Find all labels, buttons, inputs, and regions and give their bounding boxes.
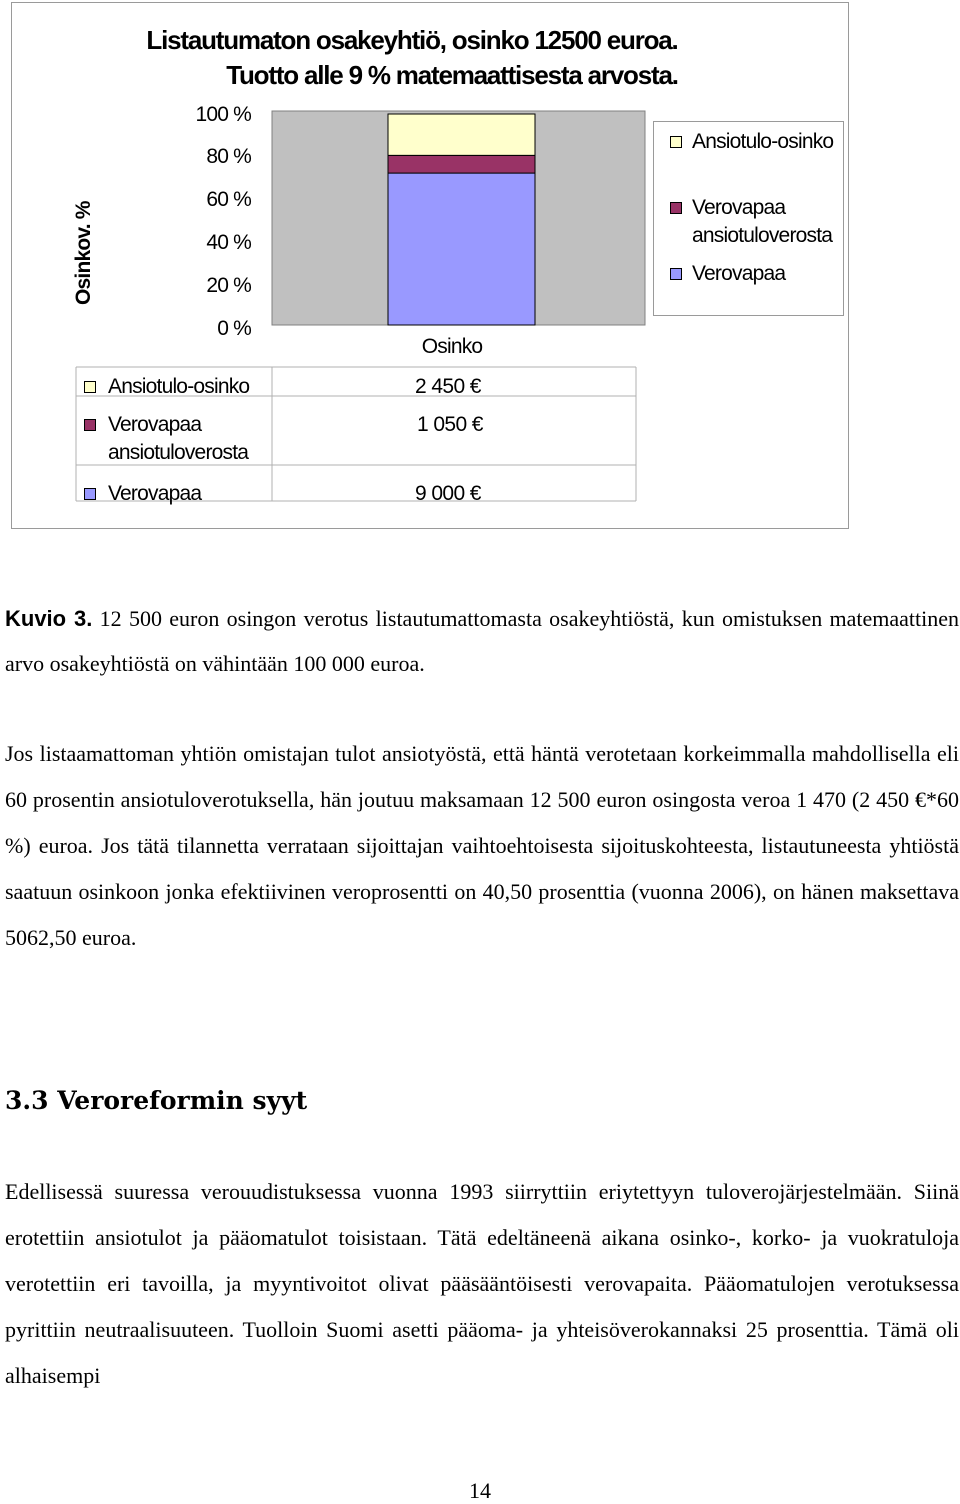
legend-label: Verovapaa [692,262,786,285]
table-value: 2 450 € [415,375,481,398]
legend-swatch [670,136,682,148]
table-label-line1: Verovapaa [108,413,202,436]
bar-segment-verovapaa-ansiotuloverosta [388,155,535,173]
y-tick-label: 0 % [217,317,251,340]
y-tick-label: 20 % [206,274,251,297]
y-tick-label: 100 % [195,103,251,126]
y-axis-label: Osinkov. % [72,201,95,305]
table-swatch [84,381,96,393]
legend-label: Ansiotulo-osinko [692,130,834,153]
chart-legend [653,121,844,316]
y-tick-label: 80 % [206,145,251,168]
body-paragraph-1: Jos listaamattoman yhtiön omistajan tulot ansiotyöstä, että häntä verotetaan korkeimmalla mahdollisella eli 60 prosentin ansiotuloverotuksella, hän joutuu maksamaan 12 500 euron osingosta veroa 1 470 (2 450 €*60 %) euroa. Jos tätä tilannetta verrataan sijoittajan vaihtoehtoisesta sijoituskohteesta, listautuneesta yhtiöstä saatuun osinkoon jonka efektiivinen veroprosentti on 40,50 prosenttia (vuonna 2006), on hänen maksettava 5062,50 euroa. [5,741,959,950]
body-paragraph-2: Edellisessä suuressa verouudistuksessa vuonna 1993 siirryttiin eriytettyyn tuloverojärjestelmään. Siinä erotettiin ansiotulot ja pääomatulot toisistaan. Tätä edeltäneenä aikana osinko-, korko- ja vuokratuloja verotettiin eri tavoilla, ja myyntivoitot olivat pääsääntöisesti verovapaita. Pääomatulojen verotuksessa pyrittiin neutraalisuuteen. Tuolloin Suomi asetti pääoma- ja yhteisöverokannaksi 25 prosenttia. Tämä oli alhaisempi [5,1179,959,1388]
legend-swatch [670,202,682,214]
legend-swatch [670,268,682,280]
table-label-line2: ansiotuloverosta [108,441,249,464]
chart-title-line2: Tuotto alle 9 % matemaattisesta arvosta. [226,60,678,90]
x-category-label: Osinko [421,335,483,358]
table-label: Verovapaa [108,482,202,505]
table-swatch [84,488,96,500]
table-value: 9 000 € [415,482,481,505]
page-number: 14 [469,1478,491,1503]
legend-label-line2: ansiotuloverosta [692,224,833,247]
bar-group [388,114,535,325]
chart-frame [11,2,849,529]
bar-segment-ansiotulo-osinko [388,114,535,155]
table-label: Ansiotulo-osinko [108,375,250,398]
chart-title-line1: Listautumaton osakeyhtiö, osinko 12500 euroa. [146,25,678,55]
y-tick-label: 60 % [206,188,251,211]
caption-label: Kuvio 3. [5,606,93,631]
table-swatch [84,419,96,431]
bar-segment-verovapaa [388,173,535,325]
table-value: 1 050 € [417,413,483,436]
figure-caption [5,596,959,686]
section-heading: 3.3 Veroreformin syyt [5,1086,308,1115]
y-tick-label: 40 % [206,231,251,254]
caption-text: 12 500 euron osingon verotus listautumattomasta osakeyhtiöstä, kun omistuksen matemaattinen arvo osakeyhtiöstä on vähintään 100 000 euroa. [5,606,959,676]
legend-label-line1: Verovapaa [692,196,786,219]
